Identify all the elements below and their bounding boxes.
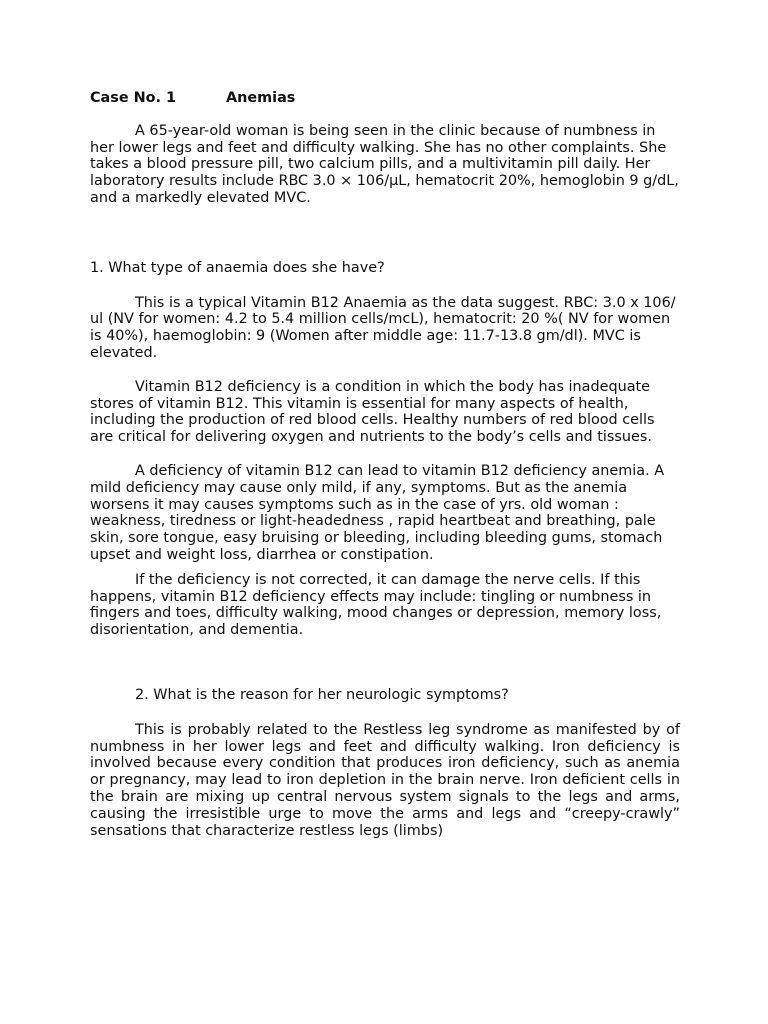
question-2: 2. What is the reason for her neurologic symptoms?	[135, 686, 509, 703]
case-heading	[90, 90, 680, 107]
case-title: Anemias	[226, 90, 296, 106]
answer-1-paragraph-1: This is a typical Vitamin B12 Anaemia as the data suggest. RBC: 3.0 x 106/ ul (NV for women: 4.2 to 5.4 million cells/mcL), hematocrit: 20 %( NV for women is 40%), haemoglobin: 9 (Women after middle age: 11.7-13.8 gm/dl). MVC is elevated.	[90, 294, 676, 361]
question-1: 1. What type of anaemia does she have?	[90, 259, 385, 276]
case-number: Case No. 1	[90, 90, 177, 106]
answer-1-paragraph-2: Vitamin B12 deficiency is a condition in which the body has inadequate stores of vitamin B12. This vitamin is essential for many aspects of health, including the production of red blood cells. Healthy numbers of red blood cells are critical for delivering oxygen and nutrients to the body’s cells and tissues.	[90, 378, 655, 446]
answer-2-paragraph-1: This is probably related to the Restless leg syndrome as manifested by of numbness in her lower legs and feet and difficulty walking. Iron deficiency is involved because every condition that produces iron deficiency, such as anemia or pregnancy, may lead to iron depletion in the brain nerve. Iron deficient cells in the brain are mixing up central nervous system signals to the legs and arms, causing the irresistible urge to move the arms and legs and “creepy-crawly” sensations that characterize restless legs (limbs)	[90, 721, 680, 839]
document-page	[90, 90, 680, 839]
answer-1-paragraph-3: A deficiency of vitamin B12 can lead to vitamin B12 deficiency anemia. A mild deficiency may cause only mild, if any, symptoms. But as the anemia worsens it may causes symptoms such as in the case of yrs. old woman : weakness, tiredness or light-headedness , rapid heartbeat and breathing, pale skin, sore tongue, easy bruising or bleeding, including bleeding gums, stomach upset and weight loss, diarrhea or constipation.	[90, 462, 665, 563]
answer-1-paragraph-4: If the deficiency is not corrected, it can damage the nerve cells. If this happens, vitamin B12 deficiency effects may include: tingling or numbness in fingers and toes, difficulty walking, mood changes or depression, memory loss, disorientation, and dementia.	[90, 571, 662, 639]
intro-paragraph: A 65-year-old woman is being seen in the clinic because of numbness in her lower legs and feet and difficulty walking. She has no other complaints. She takes a blood pressure pill, two calcium pills, and a multivitamin pill daily. Her laboratory results include RBC 3.0 × 106/μL, hematocrit 20%, hemoglobin 9 g/dL, and a markedly elevated MVC.	[90, 122, 679, 206]
